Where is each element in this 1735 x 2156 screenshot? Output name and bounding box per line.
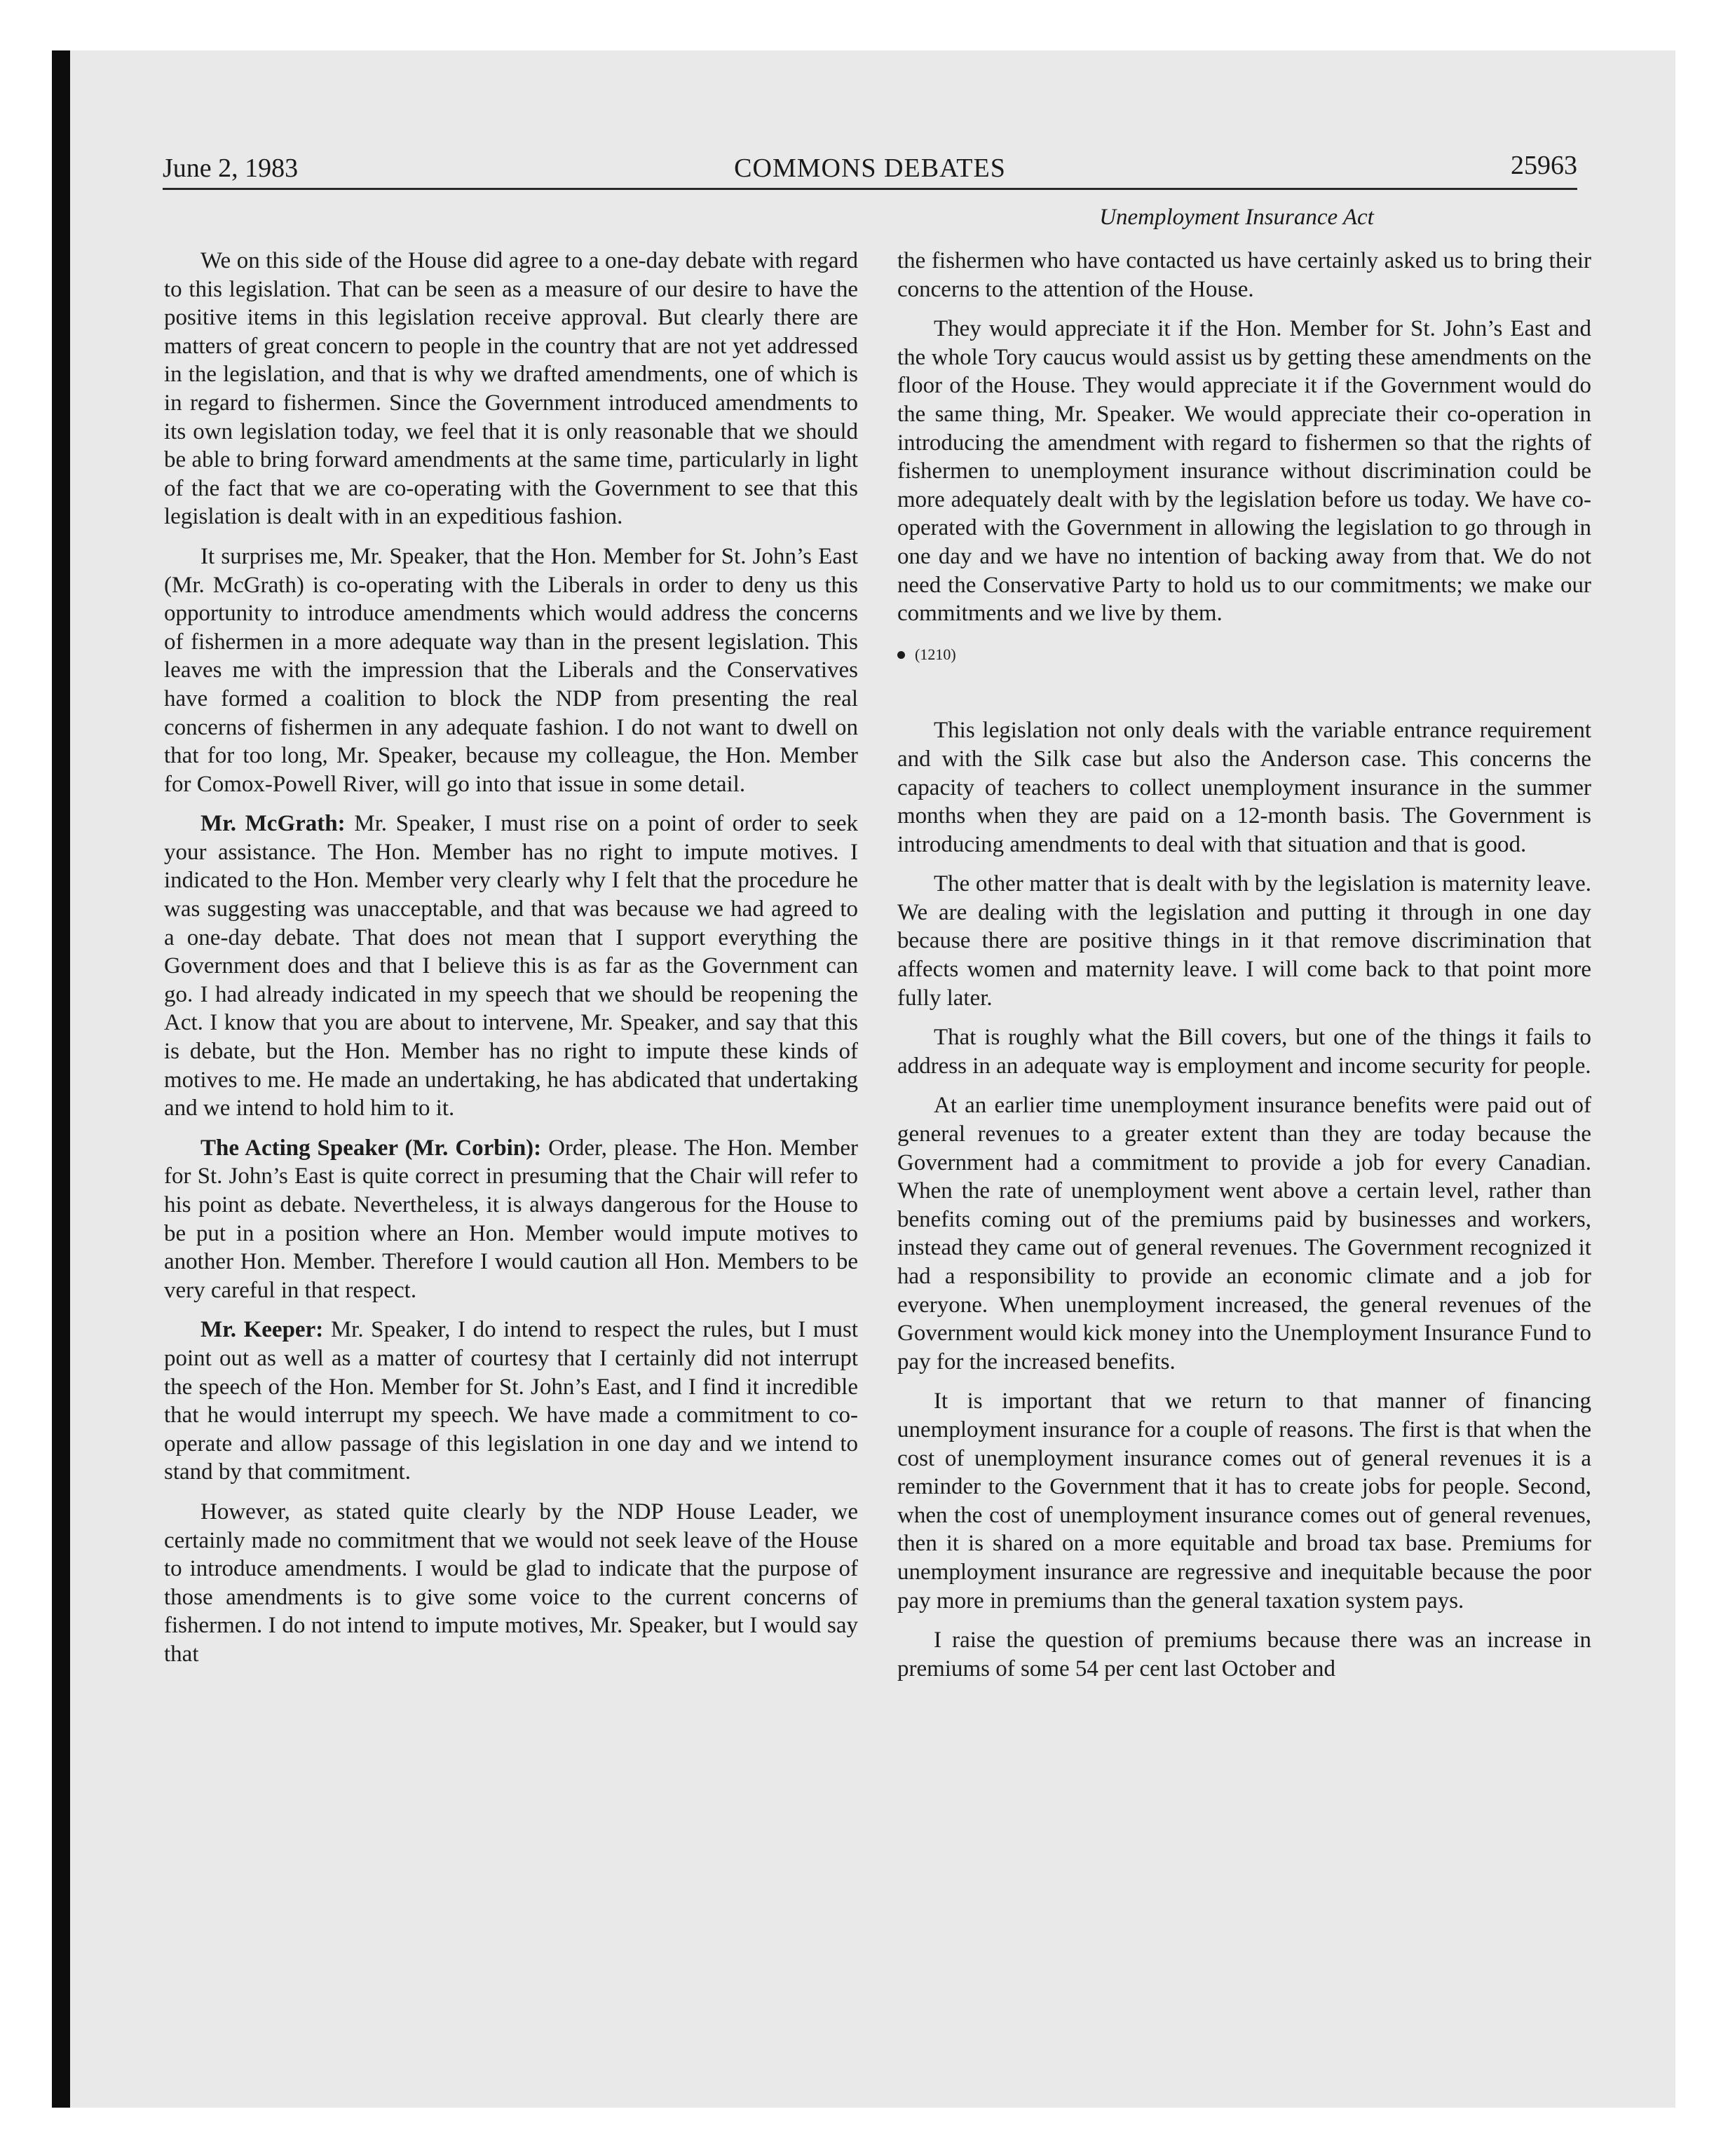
header-subject: Unemployment Insurance Act xyxy=(1099,205,1374,230)
bullet-icon xyxy=(897,651,905,659)
running-head xyxy=(163,153,1577,186)
paragraph: However, as stated quite clearly by the NDP House Leader, we certainly made no commitment that we would not seek leave of the House to introduce amendments. I would be glad to indicate that the purpose of those amendments is to give some voice to the current concerns of fishermen. I do not intend to impute motives, Mr. Speaker, but I would say that xyxy=(164,1499,858,1667)
binding-edge-shadow xyxy=(52,50,70,2108)
speech-keeper xyxy=(164,1316,858,1487)
paragraph: The other matter that is dealt with by the legislation is maternity leave. We are dealing with the legislation and putting it through in one day because there are positive things in it that remove discrimination that affects women and maternity leave. I will come back to that point more fully later. xyxy=(897,871,1591,1011)
paragraph: We on this side of the House did agree to a one-day debate with regard to this legislation. That can be seen as a measure of our desire to have the positive items in this legislation receive approval. But clearly there are matters of great concern to people in the country that are not yet addressed in the legislation, and that is why we drafted amendments, one of which is in regard to fishermen. Since the Government introduced amendments to its own legislation today, we feel that it is only reasonable that we should be able to bring forward amendments at the same time, particularly in light of the fact that we are co-operating with the Government to see that this legislation is dealt with in an expeditious fashion. xyxy=(164,248,858,530)
header-page-number: 25963 xyxy=(1511,151,1577,180)
right-column xyxy=(897,247,1591,1694)
paragraph-continued: the fishermen who have contacted us have certainly asked us to bring their concerns to the attention of the House. xyxy=(897,248,1591,302)
time-marker xyxy=(897,641,1591,669)
paragraph: It surprises me, Mr. Speaker, that the Hon. Member for St. John’s East (Mr. McGrath) is co-operating with the Liberals in order to deny us this opportunity to introduce amendments which would address the concerns of fishermen in a more adequate way than in the present legislation. This leaves me with the impression that the Liberals and the Conservatives have formed a coalition to block the NDP from presenting the real concerns of fishermen in any adequate fashion. I do not want to dwell on that for too long, Mr. Speaker, because my colleague, the Hon. Member for Comox-Powell River, will go into that issue in some detail. xyxy=(164,543,858,797)
paragraph: I raise the question of premiums because there was an increase in premiums of some 54 per cent last October and xyxy=(897,1628,1591,1681)
speech-acting-speaker xyxy=(164,1134,858,1305)
paragraph: At an earlier time unemployment insurance benefits were paid out of general revenues to a greater extent than they are today because the Government had a commitment to provide a job for every Canadian. When the rate of unemployment went above a certain level, rather than benefits coming out of the premiums paid by businesses and workers, instead they came out of general revenues. The Government recognized it had a responsibility to provide an economic climate and a job for everyone. When unemployment increased, the general revenues of the Government would kick money into the Unemployment Insurance Fund to pay for the increased benefits. xyxy=(897,1093,1591,1374)
paragraph: It is important that we return to that manner of financing unemployment insurance for a couple of reasons. The first is that when the cost of unemployment insurance comes out of general revenues it is a reminder to the Government that it has to create jobs for people. Second, when the cost of unemployment insurance comes out of general revenues, then it is shared on a more equitable and broad tax base. Premiums for unemployment insurance are regressive and inequitable because the poor pay more in premiums than the general taxation system pays. xyxy=(897,1389,1591,1613)
speech-text: Order, please. The Hon. Member for St. John’s East is quite correct in presuming that the Chair will refer to his point as debate. Nevertheless, it is always dangerous for the House to be put in a position where an Hon. Member would impute motives to another Hon. Member. Therefore I would caution all Hon. Members to be very careful in that respect. xyxy=(164,1135,859,1303)
speaker-name: Mr. McGrath: xyxy=(200,811,346,837)
speaker-name: Mr. Keeper: xyxy=(200,1317,324,1343)
speech-mcgrath xyxy=(164,810,858,1123)
header-journal-title: COMMONS DEBATES xyxy=(734,153,1006,183)
time-marker-label: (1210) xyxy=(915,645,956,663)
paragraph: This legislation not only deals with the variable entrance requirement and with the Silk case but also the Anderson case. This concerns the capacity of teachers to collect unemployment insurance in the summer months when they are paid on a 12-month basis. The Government is introducing amendments to deal with that situation and that is good. xyxy=(897,718,1591,857)
paragraph: They would appreciate it if the Hon. Member for St. John’s East and the whole Tory caucus would assist us by getting these amendments on the floor of the House. They would appreciate it if the Government would do the same thing, Mr. Speaker. We would appreciate their co-operation in introducing the amendment with regard to fishermen so that the rights of fishermen to unemployment insurance without discrimination could be more adequately dealt with by the legislation before us today. We have co-operated with the Government in allowing the legislation to go through in one day and we have no intention of backing away from that. We do not need the Conservative Party to hold us to our commitments; we make our commitments and we live by them. xyxy=(897,316,1591,627)
paragraph: That is roughly what the Bill covers, but one of the things it fails to address in an adequate way is employment and income security for people. xyxy=(897,1025,1591,1079)
speech-text: Mr. Speaker, I do intend to respect the rules, but I must point out as well as a matter of courtesy that I certainly did not interrupt the speech of the Hon. Member for St. John’s East, and I find it incredible that he would interrupt my speech. We have made a commitment to co-operate and allow passage of this legislation in one day and we intend to stand by that commitment. xyxy=(164,1317,859,1485)
left-column xyxy=(164,247,858,1680)
speaker-name: The Acting Speaker (Mr. Corbin): xyxy=(200,1135,542,1161)
speech-text: Mr. Speaker, I must rise on a point of order to seek your assistance. The Hon. Member has no right to impute motives. I indicated to the Hon. Member very clearly why I felt that the procedure he was suggesting was unacceptable, and that was because we had agreed to a one-day debate. That does not mean that I support everything the Government does and that I believe this is as far as the Government can go. I had already indicated in my speech that we should be reopening the Act. I know that you are about to intervene, Mr. Speaker, and say that this is debate, but the Hon. Member has no right to impute these kinds of motives to me. He made an undertaking, he has abdicated that undertaking and we intend to hold him to it. xyxy=(164,811,858,1121)
header-date: June 2, 1983 xyxy=(163,153,299,183)
header-rule xyxy=(163,188,1577,190)
